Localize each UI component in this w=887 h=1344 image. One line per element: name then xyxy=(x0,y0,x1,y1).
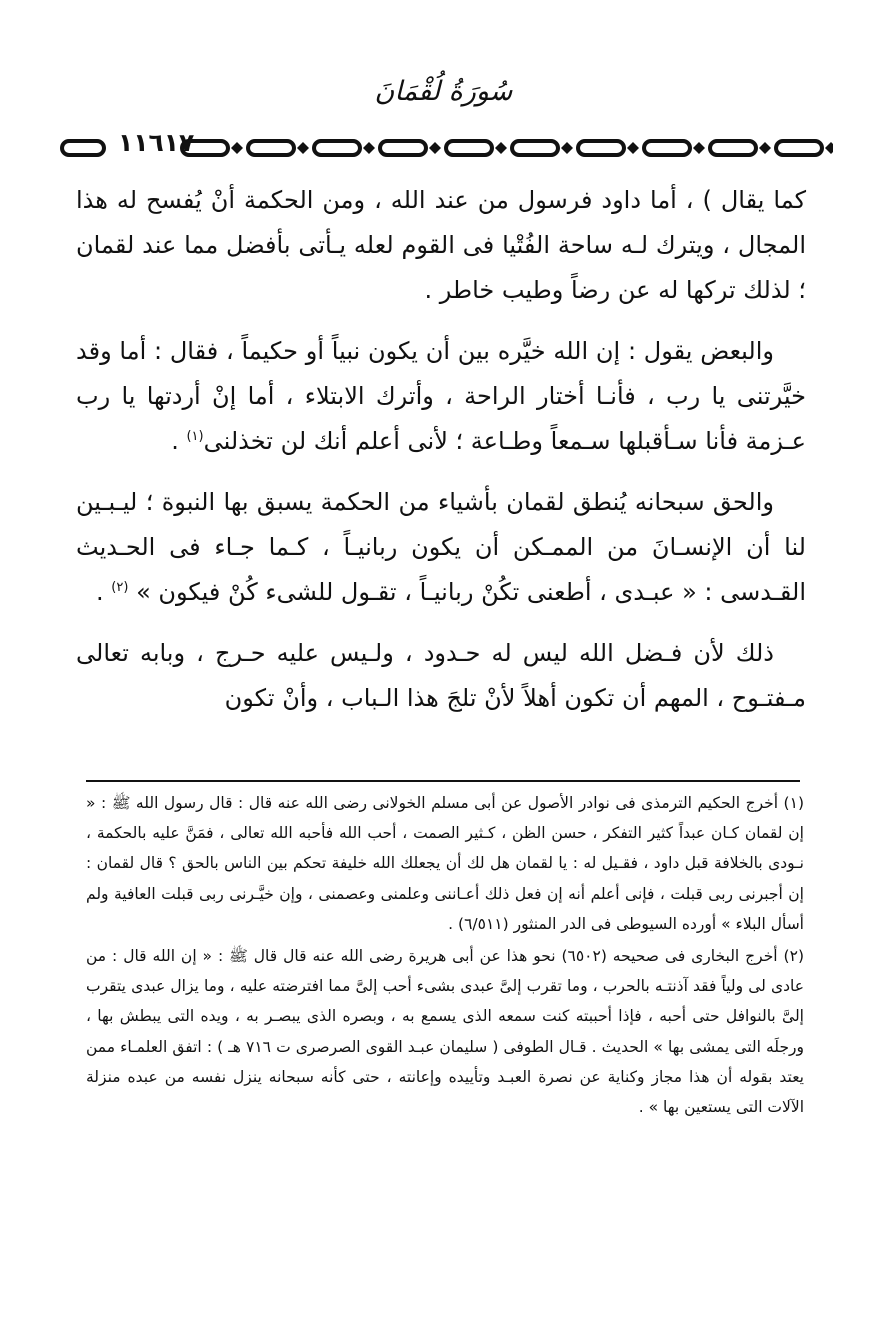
footnotes xyxy=(86,788,804,1124)
chain-link xyxy=(512,141,558,155)
paragraph-2 xyxy=(76,329,806,464)
paragraph-4-text: ذلك لأن فـضل الله ليس له حـدود ، ولـيس عليه حـرج ، وبابه تعالى مـفتـوح ، المهم أن تكون أهلاً لأنْ تلجَ هذا الـباب ، وأنْ تكون xyxy=(76,639,806,712)
chain-link xyxy=(314,141,360,155)
footnote-2-text: أخرج البخارى فى صحيحه (٦٥٠٢) نحو هذا عن أبى هريرة رضى الله عنه قال قال ﷺ : « إن الله قال : من عادى لى ولياً فقد آذنتـه بالحرب ، وما تقرب إلىَّ عبدى بشىء أحب إلىَّ مما افترضته عليه ، وما يزال عبدى يتقرب إلىَّ بالنوافل حتى أحبه ، فإذا أحببته كنت سمعه الذى يسمع به ، وبصره الذى يبصـر به ، ويده التى يبطش بها ، ورجلَه التى يمشى بها » الحديث . قـال الطوفى ( سليمان عبـد القوى الصرصرى ت ٧١٦ هـ ) : اتفق العلمـاء ممن يعتد بقوله أن هذا مجاز وكناية عن نصرة العبـد وتأييده وإعانته ، حتى كأنه سبحانه ينزل نفسه من عبده منزلة الآلات التى يستعين بها » . xyxy=(86,947,804,1117)
footnote-divider xyxy=(86,780,800,782)
footnote-1 xyxy=(86,788,804,939)
chain-link xyxy=(62,141,104,155)
chain-diamond xyxy=(231,142,243,154)
chain-link xyxy=(578,141,624,155)
footnote-1-text: أخرج الحكيم الترمذى فى نوادر الأصول عن أبى مسلم الخولانى رضى الله عنه قال : قال رسول الله ﷺ : « إن لقمان كـان عبداً كثير التفكر ، حسن الظن ، كـثير الصمت ، أحب الله فأحبه الله تعالى ، فمَنَّ عليه بالحكمة ، نـودى بالخلافة قبل داود ، فقـيل له : يا لقمان هل لك أن يجعلك الله خليفة تحكم بين الناس بالحق ؟ قال لقمان : إن أجبرنى ربى قبلت ، فإنى أعلم أنه إن فعل ذلك أعـاننى وعلمنى وعصمنى ، وإن خيَّـرنى ربى قبلت العافية ولم أسأل البلاء » أورده السيوطى فى الدر المنثور (٦/٥١١) . xyxy=(86,794,804,933)
paragraph-2-text: والبعض يقول : إن الله خيَّره بين أن يكون نبياً أو حكيماً ، فقال : أما وقد خيَّرتنى يا رب ، فأنـا أختار الراحة ، وأترك الابتلاء ، أما إنْ أردتها يا رب عـزمة فأنا سـأقبلها سـمعاً وطـاعة ؛ لأنى أعلم أنك لن تخذلنى xyxy=(76,337,806,455)
main-text xyxy=(76,178,806,737)
end-dot-2: . xyxy=(96,578,104,606)
end-dot-1: . xyxy=(171,427,179,455)
chain-link xyxy=(710,141,756,155)
chain-link xyxy=(776,141,822,155)
chain-diamond xyxy=(363,142,375,154)
chain-diamond xyxy=(297,142,309,154)
chain-diamond xyxy=(693,142,705,154)
paragraph-3 xyxy=(76,480,806,615)
chain-link xyxy=(644,141,690,155)
footnote-2 xyxy=(86,941,804,1122)
footnote-2-number: (٢) xyxy=(783,947,804,966)
chain-diamond xyxy=(627,142,639,154)
page-header xyxy=(58,128,833,164)
chain-diamond xyxy=(429,142,441,154)
chain-link xyxy=(248,141,294,155)
footnote-ref-1[interactable]: (١) xyxy=(186,429,204,444)
chain-diamond xyxy=(759,142,771,154)
paragraph-1-text: كما يقال ) ، أما داود فرسول من عند الله ، ومن الحكمة أنْ يُفسح له هذا المجال ، ويترك لـه ساحة الفُتْيا فى القوم لعله يـأتى بأفضل مما عند لقمان ؛ لذلك تركها له عن رضاً وطيب خاطر . xyxy=(76,186,806,304)
chain-link xyxy=(380,141,426,155)
chain-diamond xyxy=(561,142,573,154)
paragraph-3-text: والحق سبحانه يُنطق لقمان بأشياء من الحكمة يسبق بها النبوة ؛ ليـبـين لنا أن الإنسـانَ من الممـكن أن يكون ربانيـاً ، كـما جـاء فى الحـديث القـدسى : « عبـدى ، أطعنى تكُنْ ربانيـاً ، تقـول للشىء كُنْ فيكون » xyxy=(76,488,806,606)
footnote-1-number: (١) xyxy=(783,794,804,812)
paragraph-4 xyxy=(76,631,806,721)
chain-link xyxy=(446,141,492,155)
page-number: ١١٦١٧ xyxy=(118,128,195,157)
surah-title: سُورَةُ لُقْمَانَ xyxy=(374,76,513,107)
paragraph-1 xyxy=(76,178,806,313)
chain-diamond xyxy=(495,142,507,154)
chain-diamond xyxy=(825,142,833,154)
footnote-ref-2[interactable]: (٢) xyxy=(111,580,129,595)
